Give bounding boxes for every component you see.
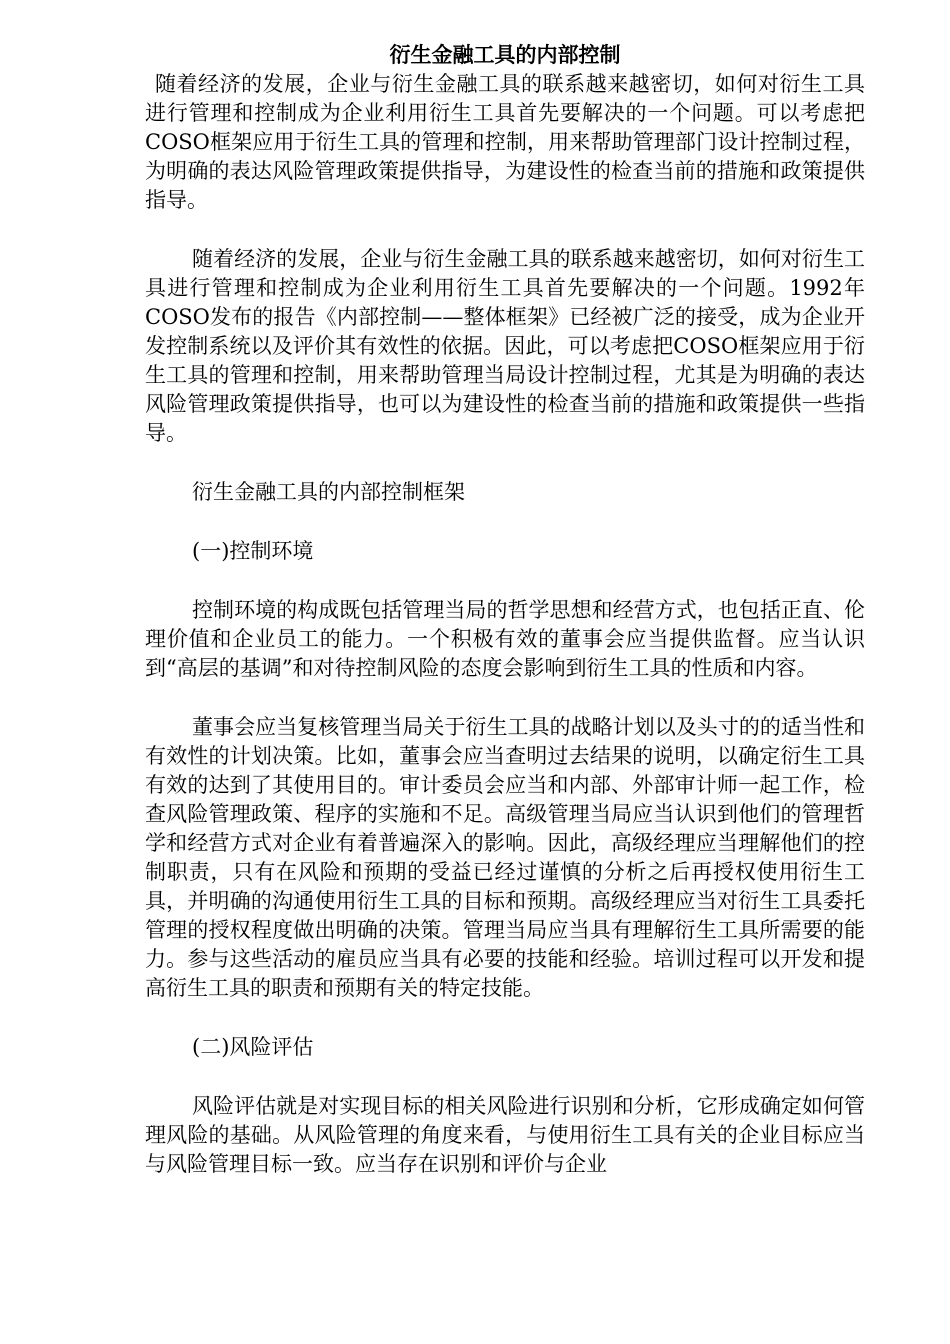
paragraph-background: 随着经济的发展，企业与衍生金融工具的联系越来越密切，如何对衍生工具进行管理和控制成为企业利用衍生工具首先要解决的一个问题。1992年COSO发布的报告《内部控制——整体框架》已经被广泛的接受，成为企业开发控制系统以及评价其有效性的依据。因此，可以考虑把COSO框架应用于衍生工具的管理和控制，用来帮助管理当局设计控制过程，尤其是为明确的表达风险管理政策提供指导，也可以为建设性的检查当前的措施和政策提供一些指导。 <box>145 247 865 445</box>
spacer <box>145 507 865 537</box>
spacer <box>145 448 865 478</box>
paragraph-board-duties: 董事会应当复核管理当局关于衍生工具的战略计划以及头寸的的适当性和有效性的计划决策。比如，董事会应当查明过去结果的说明，以确定衍生工具有效的达到了其使用目的。审计委员会应当和内部、外部审计师一起工作，检查风险管理政策、程序的实施和不足。高级管理当局应当认识到他们的管理哲学和经营方式对企业有着普遍深入的影响。因此，高级经理应当理解他们的控制职责，只有在风险和预期的受益已经过谨慎的分析之后再授权使用衍生工具，并明确的沟通使用衍生工具的目标和预期。高级经理应当对衍生工具委托管理的授权程度做出明确的决策。管理当局应当具有理解衍生工具所需要的能力。参与这些活动的雇员应当具有必要的技能和经验。培训过程可以开发和提高衍生工具的职责和预期有关的特定技能。 <box>145 715 865 1000</box>
spacer <box>145 566 865 596</box>
subheading-risk-assessment: (二)风险评估 <box>192 1035 314 1059</box>
intro-paragraph: 随着经济的发展，企业与衍生金融工具的联系越来越密切，如何对衍生工具进行管理和控制成为企业利用衍生工具首先要解决的一个问题。可以考虑把COSO框架应用于衍生工具的管理和控制，用来帮助管理部门设计控制过程，为明确的表达风险管理政策提供指导，为建设性的检查当前的措施和政策提供指导。 <box>145 72 865 212</box>
section-heading: 衍生金融工具的内部控制框架 <box>192 480 465 504</box>
document-page <box>145 40 865 1179</box>
spacer <box>145 215 865 245</box>
paragraph-risk-assessment: 风险评估就是对实现目标的相关风险进行识别和分析，它形成确定如何管理风险的基础。从风险管理的角度来看，与使用衍生工具有关的企业目标应当与风险管理目标一致。应当存在识别和评价与企业 <box>145 1094 865 1176</box>
spacer <box>145 1062 865 1092</box>
subheading-control-environment: (一)控制环境 <box>192 539 314 563</box>
spacer <box>145 683 865 713</box>
document-title: 衍生金融工具的内部控制 <box>389 42 621 67</box>
paragraph-control-environment: 控制环境的构成既包括管理当局的哲学思想和经营方式，也包括正直、伦理价值和企业员工的能力。一个积极有效的董事会应当提供监督。应当认识到“高层的基调”和对待控制风险的态度会影响到衍生工具的性质和内容。 <box>145 598 865 680</box>
spacer <box>145 1003 865 1033</box>
